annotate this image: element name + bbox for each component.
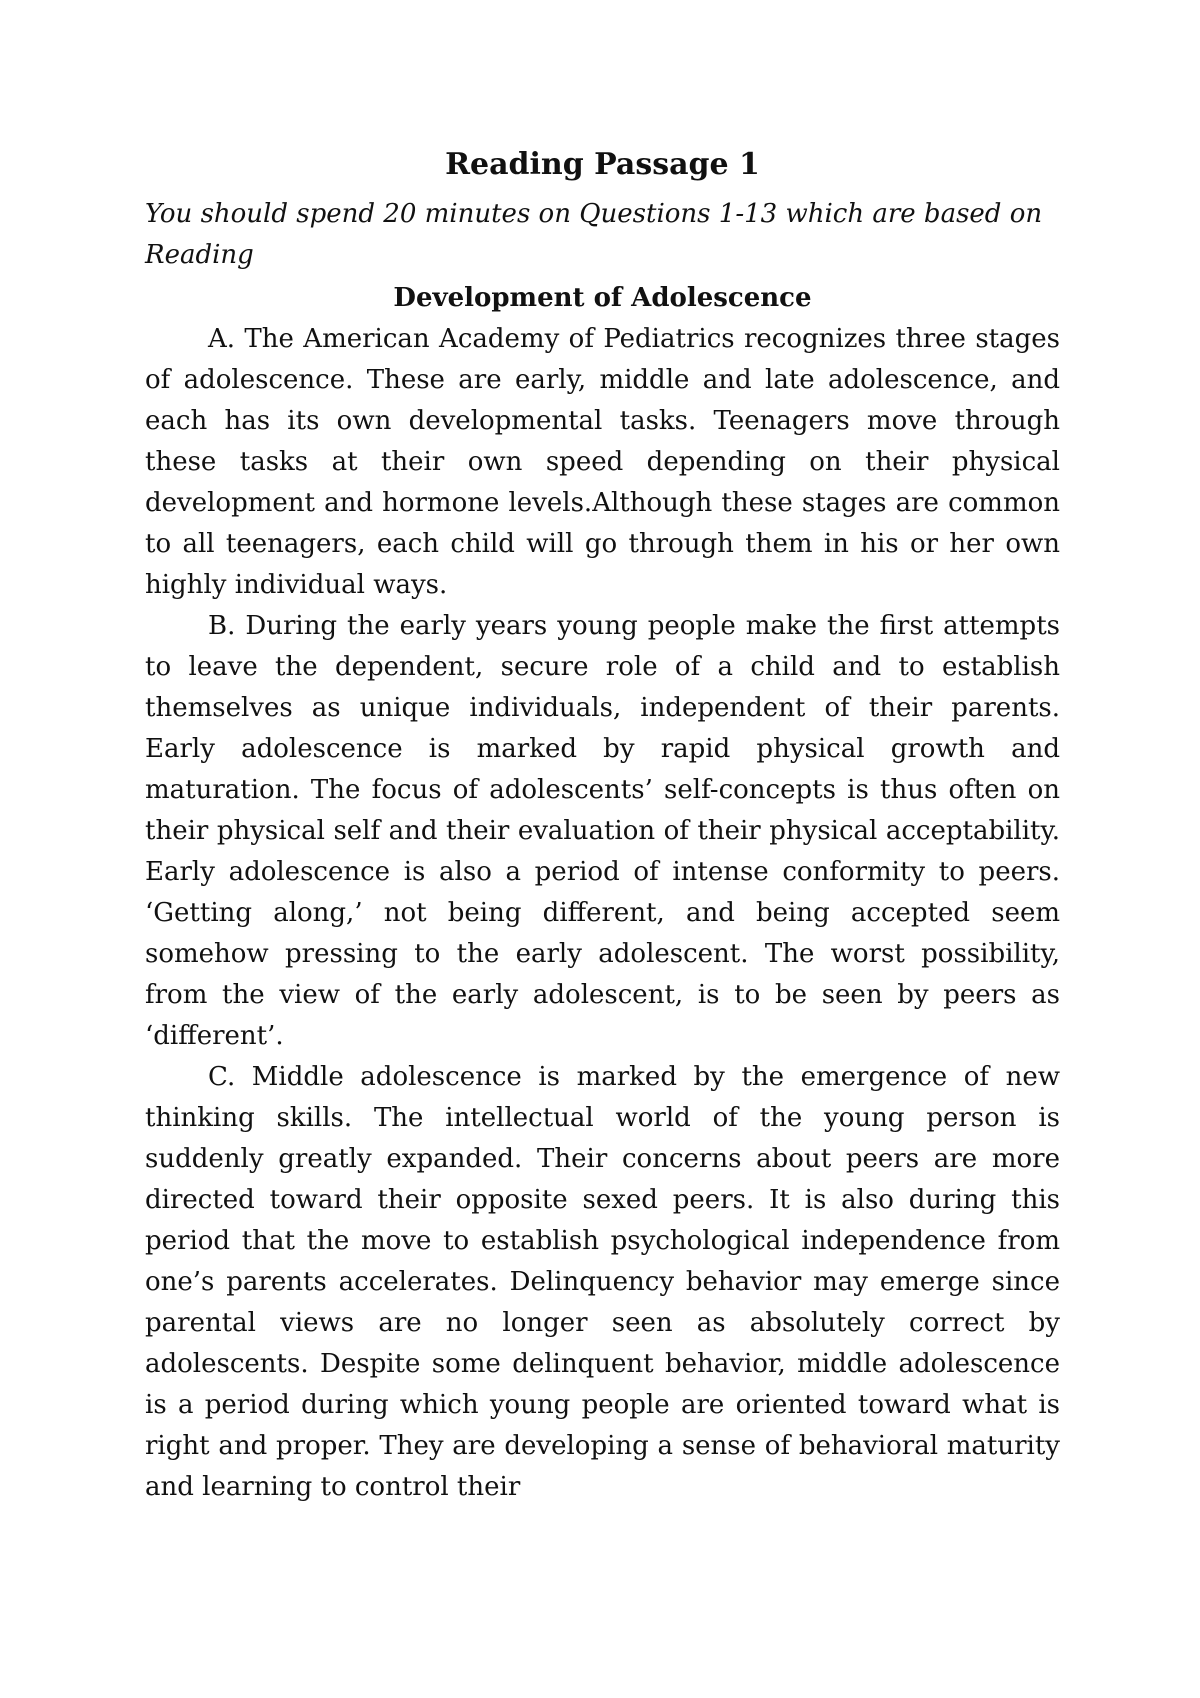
passage-title: Reading Passage 1 (445, 147, 760, 182)
paragraph-b: B. During the early years young people make the first attempts to leave the dependent, secure role of a child and to establish themselves as unique individuals, independent of their parents. Early adolescence is marked by rapid physical growth and maturation. The focus of adolescents’ self-concepts is thus often on their physical self and their evaluation of their physical acceptability. Early adolescence is also a period of intense conformity to peers. ‘Getting along,’ not being different, and being accepted seem somehow pressing to the early adolescent. The worst possibility, from the view of the early adolescent, is to be seen by peers as ‘different’. (145, 611, 1060, 1051)
paragraph-a: A. The American Academy of Pediatrics recognizes three stages of adolescence. These are early, middle and late adolescence, and each has its own developmental tasks. Teenagers move through these tasks at their own speed depending on their physical development and hormone levels.Although these stages are common to all teenagers, each child will go through them in his or her own highly individual ways. (145, 324, 1060, 600)
document-page (145, 140, 1060, 1508)
paragraph-c: C. Middle adolescence is marked by the emergence of new thinking skills. The intellectual world of the young person is suddenly greatly expanded. Their concerns about peers are more directed toward their opposite sexed peers. It is also during this period that the move to establish psychological independence from one’s parents accelerates. Delinquency behavior may emerge since parental views are no longer seen as absolutely correct by adolescents. Despite some delinquent behavior, middle adolescence is a period during which young people are oriented toward what is right and proper. They are developing a sense of behavioral maturity and learning to control their (145, 1062, 1060, 1502)
article-title: Development of Adolescence (393, 283, 812, 313)
instructions-text: You should spend 20 minutes on Questions 1-13 which are based on Reading (145, 199, 1043, 270)
